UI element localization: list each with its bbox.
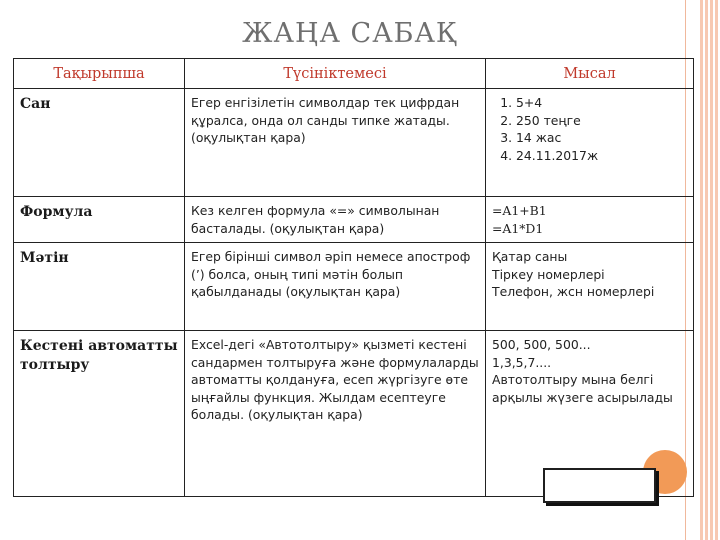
example-item: =A1*D1: [492, 220, 544, 236]
slide-title: ЖАҢА САБАҚ: [242, 18, 458, 49]
row-name: Формула: [14, 197, 185, 243]
example-item: 500, 500, 500...: [492, 337, 591, 352]
row-name: Сан: [14, 89, 185, 197]
header-subtopic: Тақырыпша: [14, 59, 185, 89]
row-name: Мәтін: [14, 243, 185, 331]
row-description: Кез келген формула «=» символынан басталады. (оқулықтан қара): [185, 197, 486, 243]
row-name: Кестені автоматты толтыру: [14, 331, 185, 497]
example-item: Автотолтыру мына белгі арқылы жүзеге асырылады: [492, 372, 673, 405]
row-description: Егер бірінші символ әріп немесе апостроф (’) болса, оның типі мәтін болып қабылданады (оқулықтан қара): [185, 243, 486, 331]
decorative-side-band: [700, 0, 720, 540]
row-description: Егер енгізілетін символдар тек цифрдан құралса, онда ол санды типке жатады. (оқулықтан қара): [185, 89, 486, 197]
table-row: [14, 197, 694, 243]
lesson-table: [13, 58, 694, 497]
row-examples: [486, 197, 694, 243]
example-item: =A1+B1: [492, 203, 547, 218]
example-item: Тіркеу номерлері: [492, 266, 605, 282]
header-explanation: Түсініктемесі: [185, 59, 486, 89]
example-item: Телефон, жсн номерлері: [492, 284, 655, 300]
navigation-button[interactable]: [543, 468, 656, 503]
row-examples: [486, 89, 694, 197]
header-example: Мысал: [486, 59, 694, 89]
table-row: [14, 243, 694, 331]
example-item: 3. 14 жас: [516, 129, 687, 147]
example-item: 1. 5+4: [516, 94, 687, 112]
example-item: 4. 24.11.2017ж: [516, 147, 687, 165]
example-item: Қатар саны: [492, 249, 568, 264]
row-description: Excel-дегі «Автотолтыру» қызметі кестені сандармен толтыруға және формулаларды автоматты қолдануға, есеп жүргізуге өте ыңғайлы функция. Жылдам есептеуге болады. (оқулықтан қара): [185, 331, 486, 497]
row-examples: [486, 243, 694, 331]
example-item: 2. 250 теңге: [516, 112, 687, 130]
table-row: [14, 89, 694, 197]
example-item: 1,3,5,7....: [492, 354, 552, 370]
table-header-row: [14, 59, 694, 89]
